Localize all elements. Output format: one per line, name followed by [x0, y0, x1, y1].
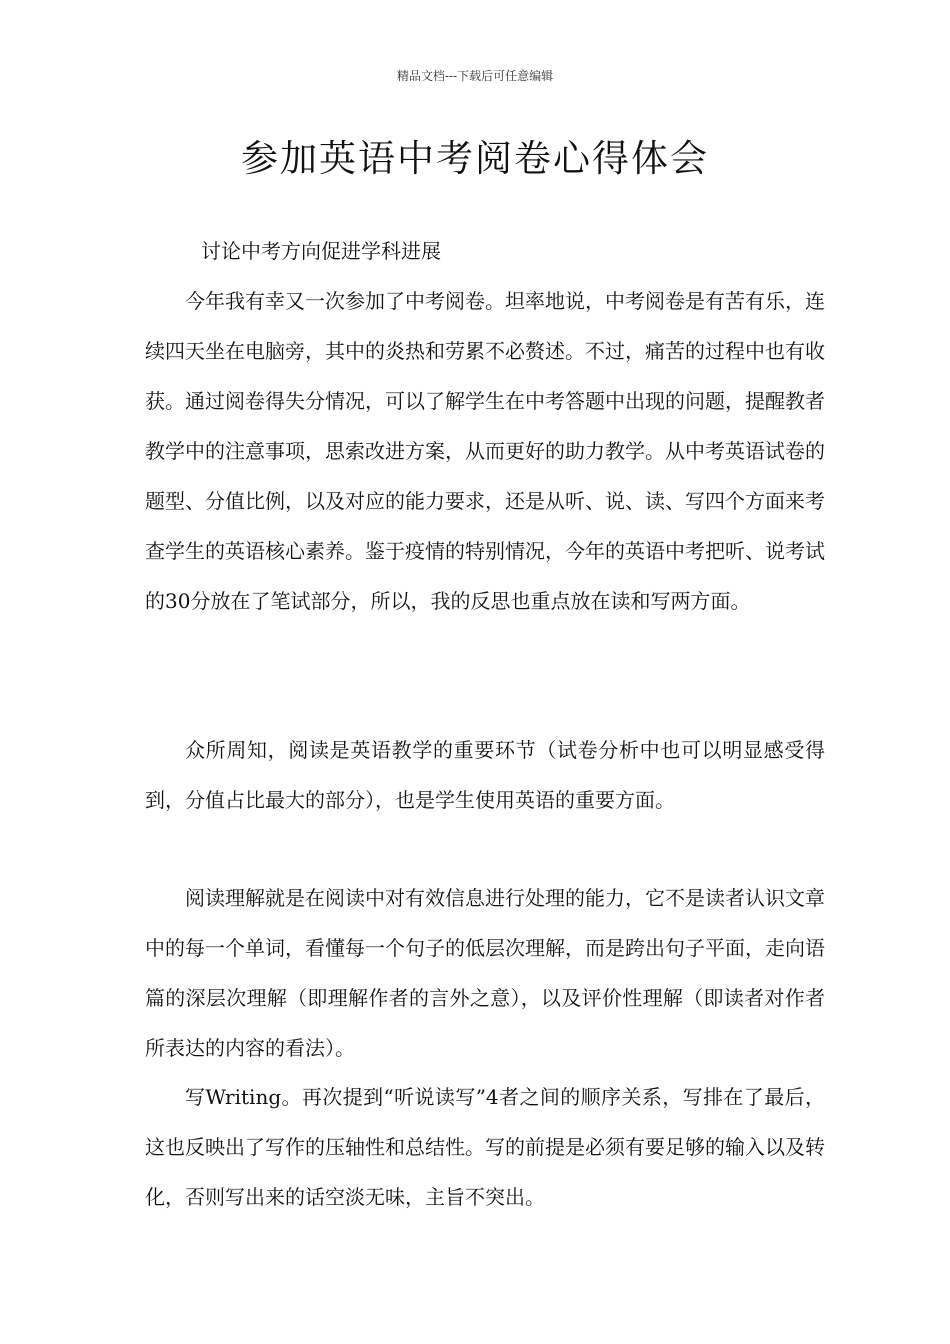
paragraph-3: 阅读理解就是在阅读中对有效信息进行处理的能力，它不是读者认识文章中的每一个单词，看懂每一个句子的低层次理解，而是跨出句子平面，走向语篇的深层次理解（即理解作者的言外之意），以及评价性理解（即读者对作者所表达的内容的看法）。	[145, 886, 825, 1060]
paragraph-1: 今年我有幸又一次参加了中考阅卷。坦率地说，中考阅卷是有苦有乐，连续四天坐在电脑旁，其中的炎热和劳累不必赘述。不过，痛苦的过程中也有收获。通过阅卷得失分情况，可以了解学生在中考答题中出现的问题，提醒教者教学中的注意事项，思索改进方案，从而更好的助力教学。从中考英语试卷的题型、分值比例，以及对应的能力要求，还是从听、说、读、写四个方面来考查学生的英语核心素养。鉴于疫情的特别情况，今年的英语中考把听、说考试的30分放在了笔试部分，所以，我的反思也重点放在读和写两方面。	[145, 289, 825, 613]
paragraph-4: 写Writing。再次提到“听说读写”4者之间的顺序关系，写排在了最后，这也反映出了写作的压轴性和总结性。写的前提是必须有要足够的输入以及转化，否则写出来的话空淡无味，主旨不突出。	[145, 1085, 825, 1209]
document-subtitle: 讨论中考方向促进学科进展	[201, 239, 441, 263]
header-note: 精品文档---下载后可任意编辑	[396, 69, 554, 83]
document-title: 参加英语中考阅卷心得体会	[241, 137, 709, 180]
paragraph-2: 众所周知，阅读是英语教学的重要环节（试卷分析中也可以明显感受得到，分值占比最大的部分），也是学生使用英语的重要方面。	[145, 738, 825, 812]
